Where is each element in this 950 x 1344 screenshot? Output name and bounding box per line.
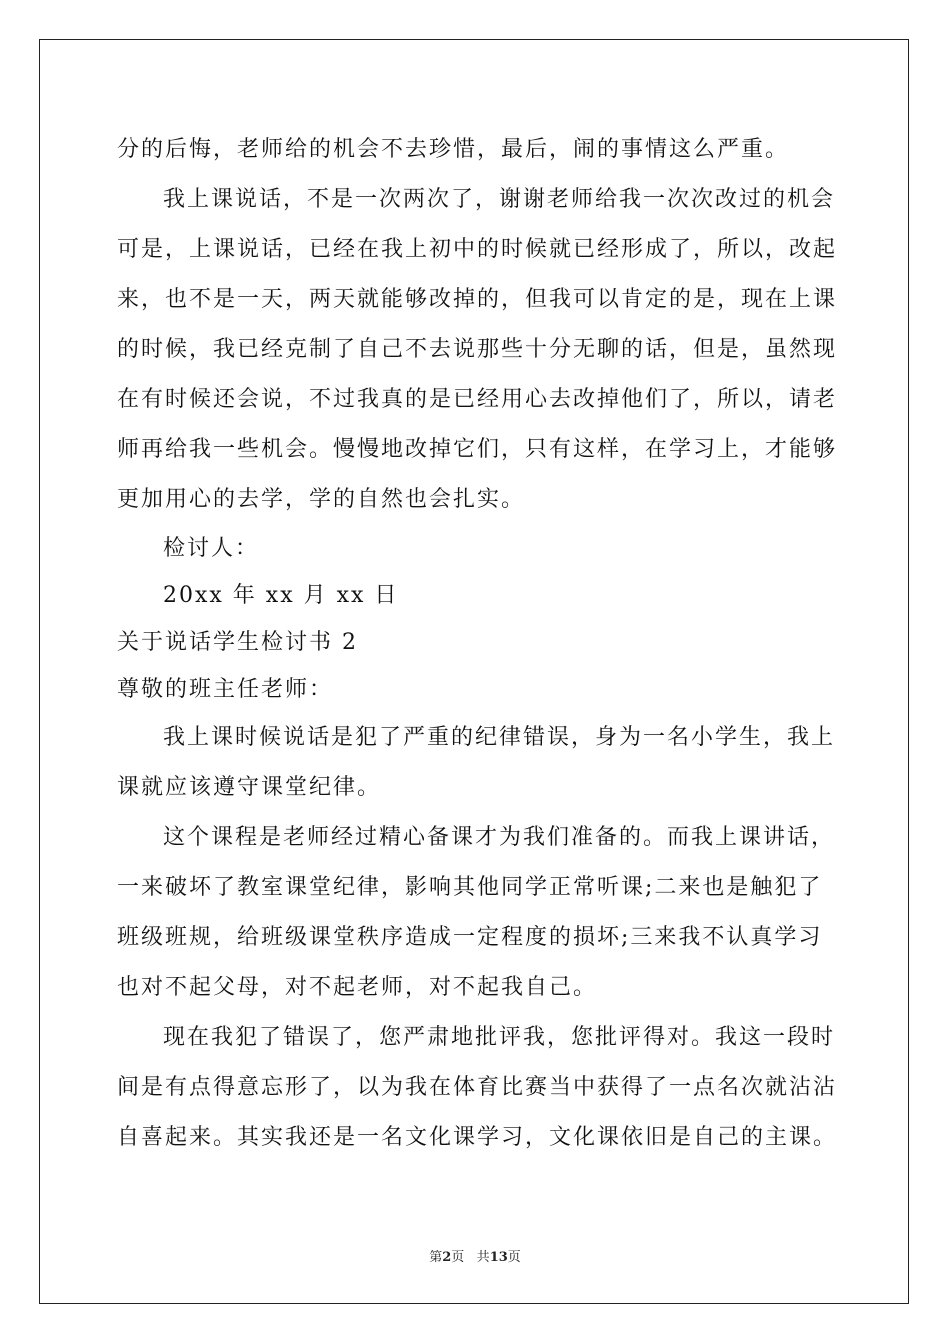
signer-label: 检讨人： [163,536,260,561]
paragraph-line: 班级班规，给班级课堂秩序造成一定程度的损坏;三来我不认真学习 [117,925,823,950]
paragraph-line: 课就应该遵守课堂纪律。 [117,775,382,800]
total-pages: 13 [489,1250,508,1265]
paragraph-line: 也对不起父母，对不起老师，对不起我自己。 [117,975,598,1000]
page-footer [0,1246,950,1265]
paragraph-line: 现在我犯了错误了，您严肃地批评我，您批评得对。我这一段时 [163,1025,836,1050]
document-body [117,125,837,1163]
paragraph-line: 可是，上课说话，已经在我上初中的时候就已经形成了，所以，改起 [117,237,838,262]
paragraph-line: 自喜起来。其实我还是一名文化课学习，文化课依旧是自己的主课。 [117,1125,838,1150]
paragraph-line: 师再给我一些机会。慢慢地改掉它们，只有这样，在学习上，才能够 [117,437,838,462]
date-line: 20xx 年 xx 月 xx 日 [163,583,399,608]
paragraph-line: 一来破坏了教室课堂纪律，影响其他同学正常听课;二来也是触犯了 [117,875,823,900]
paragraph-line: 的时候，我已经克制了自己不去说那些十分无聊的话，但是，虽然现 [117,337,838,362]
footer-prefix: 第 [429,1250,443,1265]
footer-total-unit: 页 [507,1250,521,1265]
page-number: 2 [442,1250,452,1265]
paragraph-line: 分的后悔，老师给的机会不去珍惜，最后，闹的事情这么严重。 [117,137,790,162]
footer-page-unit: 页 [451,1250,465,1265]
paragraph-line: 这个课程是老师经过精心备课才为我们准备的。而我上课讲话， [163,825,836,850]
section-title: 关于说话学生检讨书 2 [117,630,358,655]
salutation: 尊敬的班主任老师： [117,677,334,702]
paragraph-line: 我上课时候说话是犯了严重的纪律错误，身为一名小学生，我上 [163,725,836,750]
paragraph-line: 在有时候还会说，不过我真的是已经用心去改掉他们了，所以，请老 [117,387,838,412]
paragraph-line: 我上课说话，不是一次两次了，谢谢老师给我一次次改过的机会 [163,187,836,212]
footer-total-prefix: 共 [476,1250,490,1265]
paragraph-line: 来，也不是一天，两天就能够改掉的，但我可以肯定的是，现在上课 [117,287,838,312]
paragraph-line: 间是有点得意忘形了，以为我在体育比赛当中获得了一点名次就沾沾 [117,1075,838,1100]
paragraph-line: 更加用心的去学，学的自然也会扎实。 [117,487,526,512]
